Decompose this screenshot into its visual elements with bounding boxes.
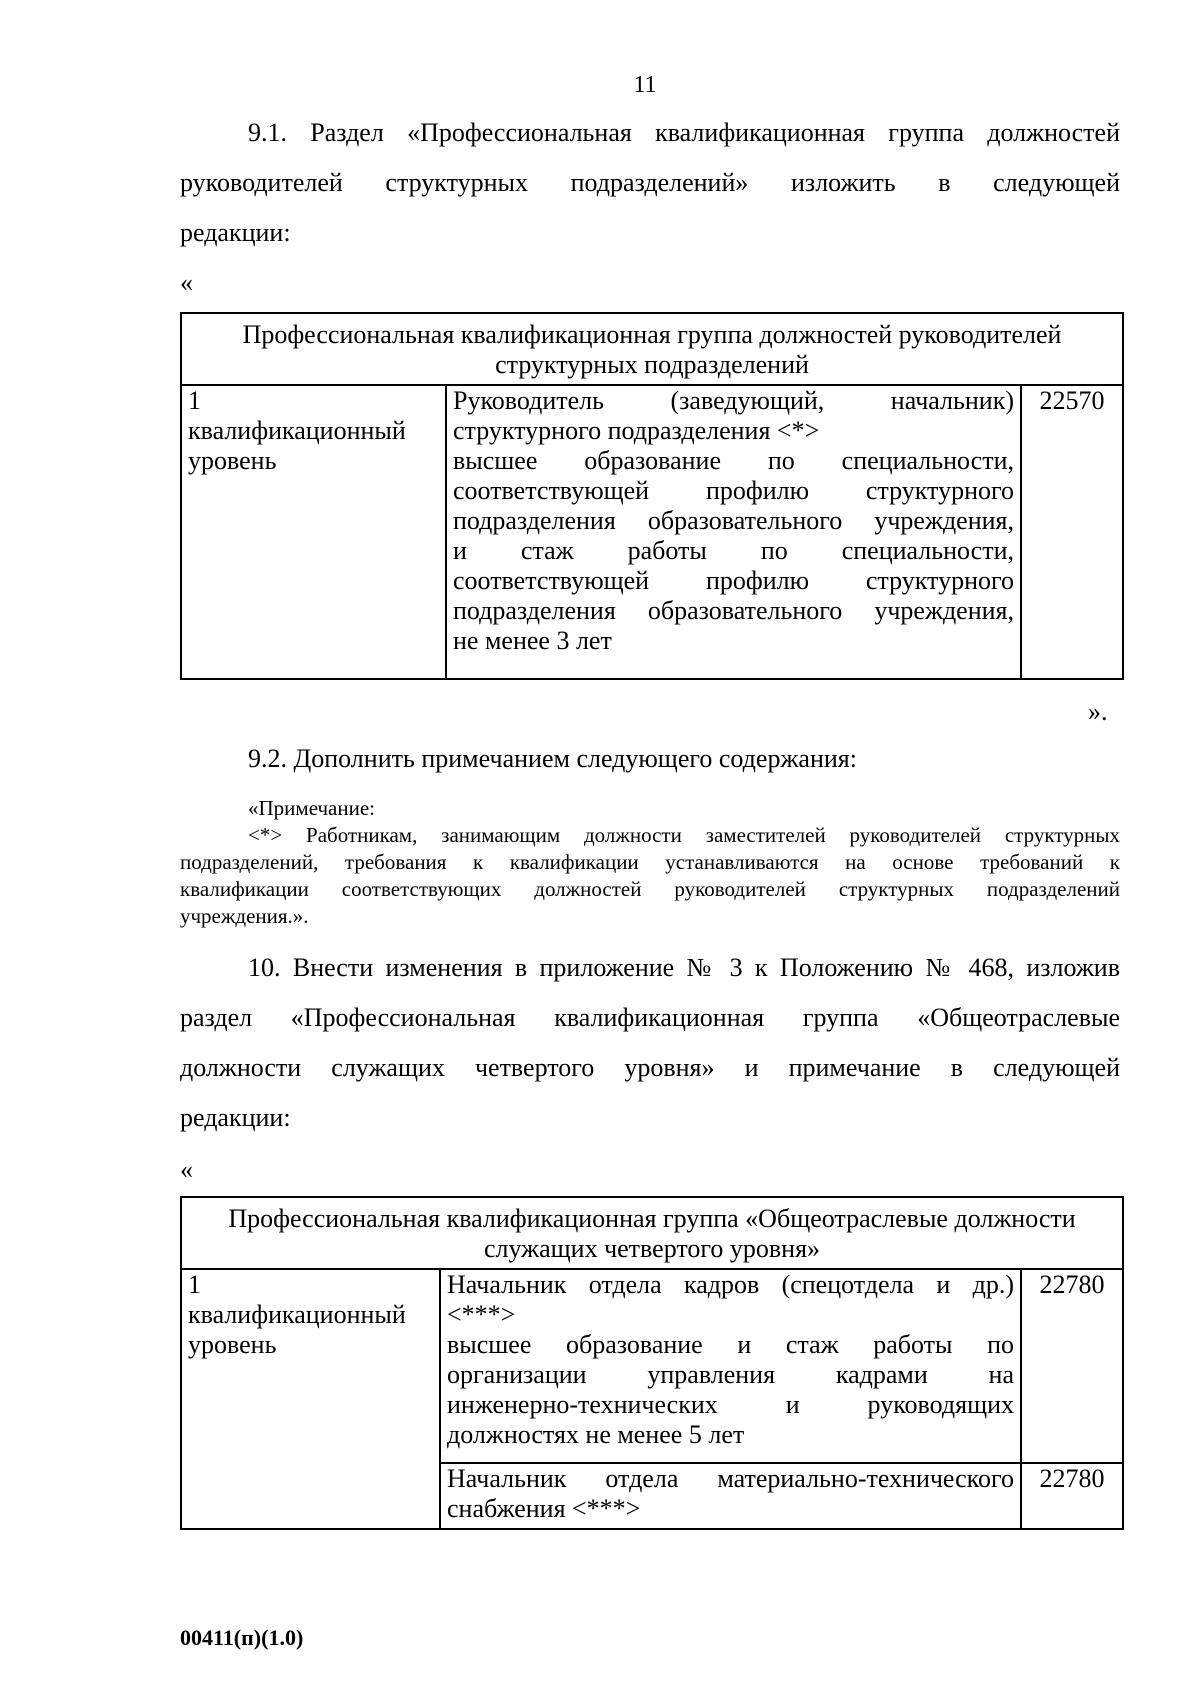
qualification-table-2	[180, 1196, 1124, 1530]
table1-salary: 22570	[1039, 386, 1105, 415]
table2-row2-salary: 22780	[1039, 1464, 1105, 1493]
table1-level-line: квалификационный	[188, 416, 406, 445]
table2-header	[181, 1197, 1123, 1269]
table2-row1-desc-line: организации управления кадрами на	[447, 1360, 1014, 1389]
paragraph-9-2: 9.2. Дополнить примечанием следующего содержания:	[248, 744, 857, 773]
table2-level-line: квалификационный	[188, 1300, 406, 1329]
qualification-table-1	[180, 312, 1124, 680]
document-code: 00411(п)(1.0)	[180, 1625, 304, 1650]
table1-header-line1: Профессиональная квалификационная группа должностей руководителей	[242, 320, 1062, 349]
page-number: 11	[633, 72, 657, 98]
note-line4: учреждения.».	[180, 904, 309, 928]
note-title: «Примечание:	[248, 796, 376, 820]
table1-desc-line: соответствующей профилю структурного	[453, 566, 1014, 595]
table1-desc-line: не менее 3 лет	[453, 626, 612, 655]
table1-desc-line: Руководитель (заведующий, начальник)	[453, 386, 1014, 415]
close-quote-1: ».	[1088, 697, 1108, 726]
open-quote-1: «	[180, 268, 193, 297]
table2-row1-desc-line: <***>	[447, 1300, 516, 1329]
table1-desc-line: и стаж работы по специальности,	[453, 536, 1014, 565]
table2-level-line: 1	[188, 1270, 201, 1299]
table2-row2-desc-line: снабжения <***>	[447, 1494, 641, 1523]
table2-row2-salary-cell	[1021, 1463, 1123, 1529]
table2-level-cell	[181, 1269, 440, 1529]
table1-salary-cell	[1021, 385, 1123, 679]
table1-desc-line: высшее образование по специальности,	[453, 446, 1014, 475]
paragraph-10-line1: 10. Внести изменения в приложение № 3 к Положению № 468, изложив	[248, 953, 1120, 982]
table1-desc-line: подразделения образовательного учреждения,	[453, 596, 1014, 625]
table2-row1-description-cell	[440, 1269, 1021, 1463]
open-quote-2: «	[180, 1155, 193, 1184]
table1-header-line2: структурных подразделений	[495, 350, 809, 379]
paragraph-9-1-line1: 9.1. Раздел «Профессиональная квалификационная группа должностей	[248, 118, 1120, 147]
table2-header-line2: служащих четвертого уровня»	[483, 1234, 821, 1263]
table2-row1-salary-cell	[1021, 1269, 1123, 1463]
table2-row1-desc-line: инженерно-технических и руководящих	[447, 1390, 1014, 1419]
table1-level-line: 1	[188, 386, 201, 415]
table2-header-line1: Профессиональная квалификационная группа «Общеотраслевые должности	[228, 1204, 1076, 1233]
table1-level-cell	[181, 385, 446, 679]
note-line3: квалификации соответствующих должностей руководителей структурных подразделений	[180, 877, 1120, 901]
table1-desc-line: соответствующей профилю структурного	[453, 476, 1014, 505]
note-line1: <*> Работникам, занимающим должности заместителей руководителей структурных	[248, 823, 1120, 847]
table2-row1-salary: 22780	[1039, 1270, 1105, 1299]
table2-row1-desc-line: высшее образование и стаж работы по	[447, 1330, 1014, 1359]
table1-desc-line: структурного подразделения <*>	[453, 416, 820, 445]
paragraph-10-line2: раздел «Профессиональная квалификационная группа «Общеотраслевые	[180, 1003, 1120, 1032]
table2-row2-desc-line: Начальник отдела материально-технического	[447, 1464, 1014, 1493]
table1-header	[181, 313, 1123, 385]
note-line2: подразделений, требования к квалификации устанавливаются на основе требований к	[180, 850, 1120, 874]
paragraph-9-1-line2: руководителей структурных подразделений» изложить в следующей	[180, 168, 1120, 197]
table1-desc-line: подразделения образовательного учреждения,	[453, 506, 1014, 535]
paragraph-10-line4: редакции:	[180, 1103, 291, 1132]
table1-description-cell	[446, 385, 1021, 679]
table2-row1-desc-line: Начальник отдела кадров (спецотдела и др.)	[447, 1270, 1014, 1299]
table2-row1-desc-line: должностях не менее 5 лет	[447, 1420, 745, 1449]
table2-row2-description-cell	[440, 1463, 1021, 1529]
paragraph-9-1-line3: редакции:	[180, 218, 291, 247]
table1-level-line: уровень	[188, 446, 277, 475]
paragraph-10-line3: должности служащих четвертого уровня» и примечание в следующей	[180, 1053, 1120, 1082]
table2-level-line: уровень	[188, 1330, 277, 1359]
